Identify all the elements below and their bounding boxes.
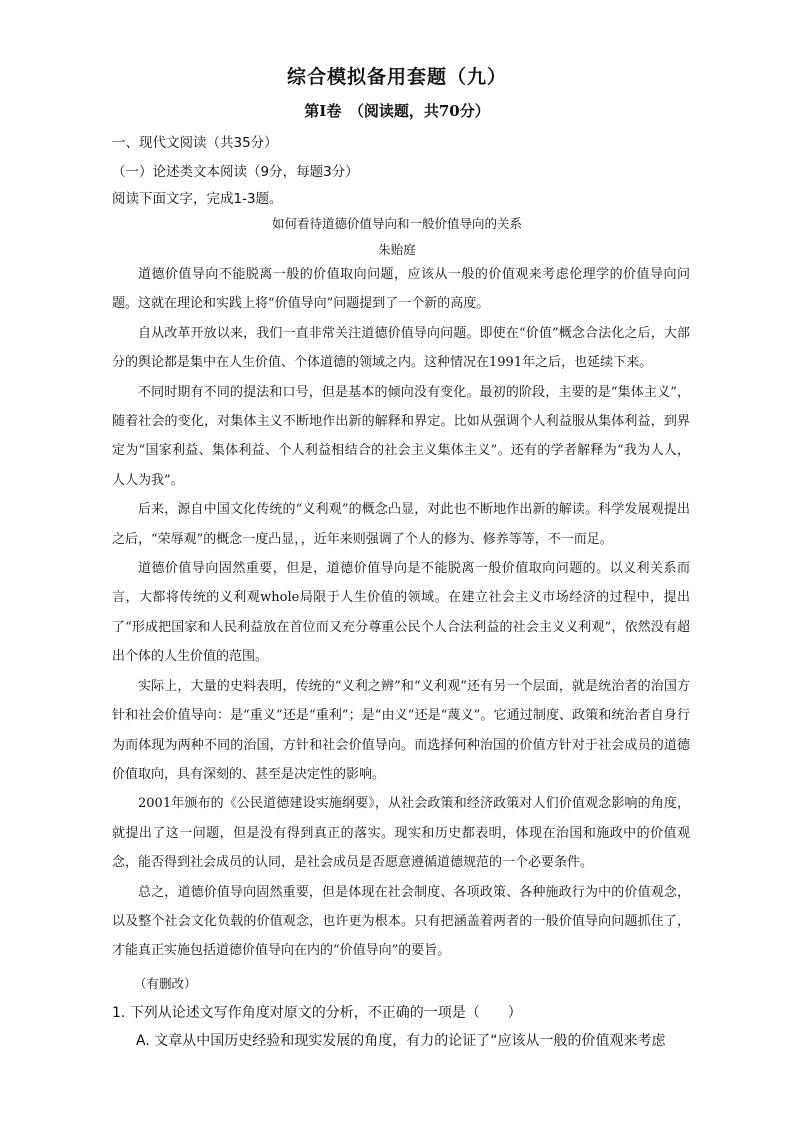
article-paragraph: 自从改革开放以来，我们一直非常关注道德价值导向问题。即使在“价值”概念合法化之后，大部分的舆论都是集中在人生价值、个体道德的领域之内。这种情况在1991年之后，也延续下来。 bbox=[112, 325, 690, 371]
article-title: 如何看待道德价值导向和一般价值导向的关系 bbox=[271, 216, 522, 231]
question-1: 1. 下列从论述文写作角度对原文的分析，不正确的一项是（ ） bbox=[112, 1005, 522, 1021]
question-1-option-a: A. 文章从中国历史经验和现实发展的角度，有力的论证了“应该从一般的价值观来考虑 bbox=[136, 1033, 666, 1049]
subpart-heading: （一）论述类文本阅读（9分，每题3分） bbox=[112, 164, 359, 180]
article-paragraph: 后来，源自中国文化传统的“义利观”的概念凸显，对此也不断地作出新的解读。科学发展观提出之后，“荣辱观”的概念一度凸显，，近年来则强调了个人的修为、修养等等，不一而足。 bbox=[112, 502, 690, 547]
article-paragraph: 道德价值导向不能脱离一般的价值取向问题，应该从一般的价值观来考虑伦理学的价值导向问题。这就在理论和实践上将“价值导向”问题提到了一个新的高度。 bbox=[112, 267, 690, 312]
article-paragraph: 2001年颁布的《公民道德建设实施纲要》，从社会政策和经济政策对人们价值观念影响的角度，就提出了这一问题，但是没有得到真正的落实。现实和历史都表明，体现在治国和施政中的价值观念，能否得到社会成员的认同，是社会成员是否愿意遵循道德规范的一个必要条件。 bbox=[112, 796, 690, 871]
part-heading: 一、现代文阅读（共35分） bbox=[112, 135, 278, 151]
section-heading: 第Ⅰ卷 （阅读题，共70分） bbox=[304, 102, 490, 120]
document-title: 综合模拟备用套题（九） bbox=[286, 66, 507, 88]
edit-note: （有删改） bbox=[134, 976, 197, 991]
article-paragraph: 道德价值导向固然重要，但是，道德价值导向是不能脱离一般价值取向问题的。以义利关系而言，大都将传统的义利观whole局限于人生价值的领域。在建立社会主义市场经济的过程中，提出了“形成把国家和人民利益放在首位而又充分尊重公民个人合法利益的社会主义义利观”，依然没有超出个体的人生价值的范围。 bbox=[112, 561, 690, 665]
article-paragraph: 不同时期有不同的提法和口号，但是基本的倾向没有变化。最初的阶段，主要的是“集体主义”，随着社会的变化，对集体主义不断地作出新的解释和界定。比如从强调个人利益服从集体利益，到界定为“国家利益、集体利益、个人利益相结合的社会主义集体主义”。还有的学者解释为“我为人人，人人为我”。 bbox=[112, 384, 690, 488]
article-body bbox=[112, 260, 690, 966]
article-paragraph: 总之，道德价值导向固然重要，但是体现在社会制度、各项政策、各种施政行为中的价值观念，以及整个社会文化负载的价值观念，也许更为根本。只有把涵盖着两者的一般价值导向问题抓住了，才能真正实施包括道德价值导向在内的“价值导向”的要旨。 bbox=[112, 884, 690, 959]
reading-instruction: 阅读下面文字，完成1-3题。 bbox=[112, 191, 283, 207]
article-paragraph: 实际上，大量的史料表明，传统的“义利之辨”和“义利观”还有另一个层面，就是统治者的治国方针和社会价值导向：是“重义”还是“重利”；是“由义”还是“蔑义”。它通过制度、政策和统治者自身行为而体现为两种不同的治国，方针和社会价值导向。而选择何种治国的价值方针对于社会成员的道德价值取向，具有深刻的、甚至是决定性的影响。 bbox=[112, 678, 690, 782]
article-author: 朱贻庭 bbox=[378, 242, 416, 257]
